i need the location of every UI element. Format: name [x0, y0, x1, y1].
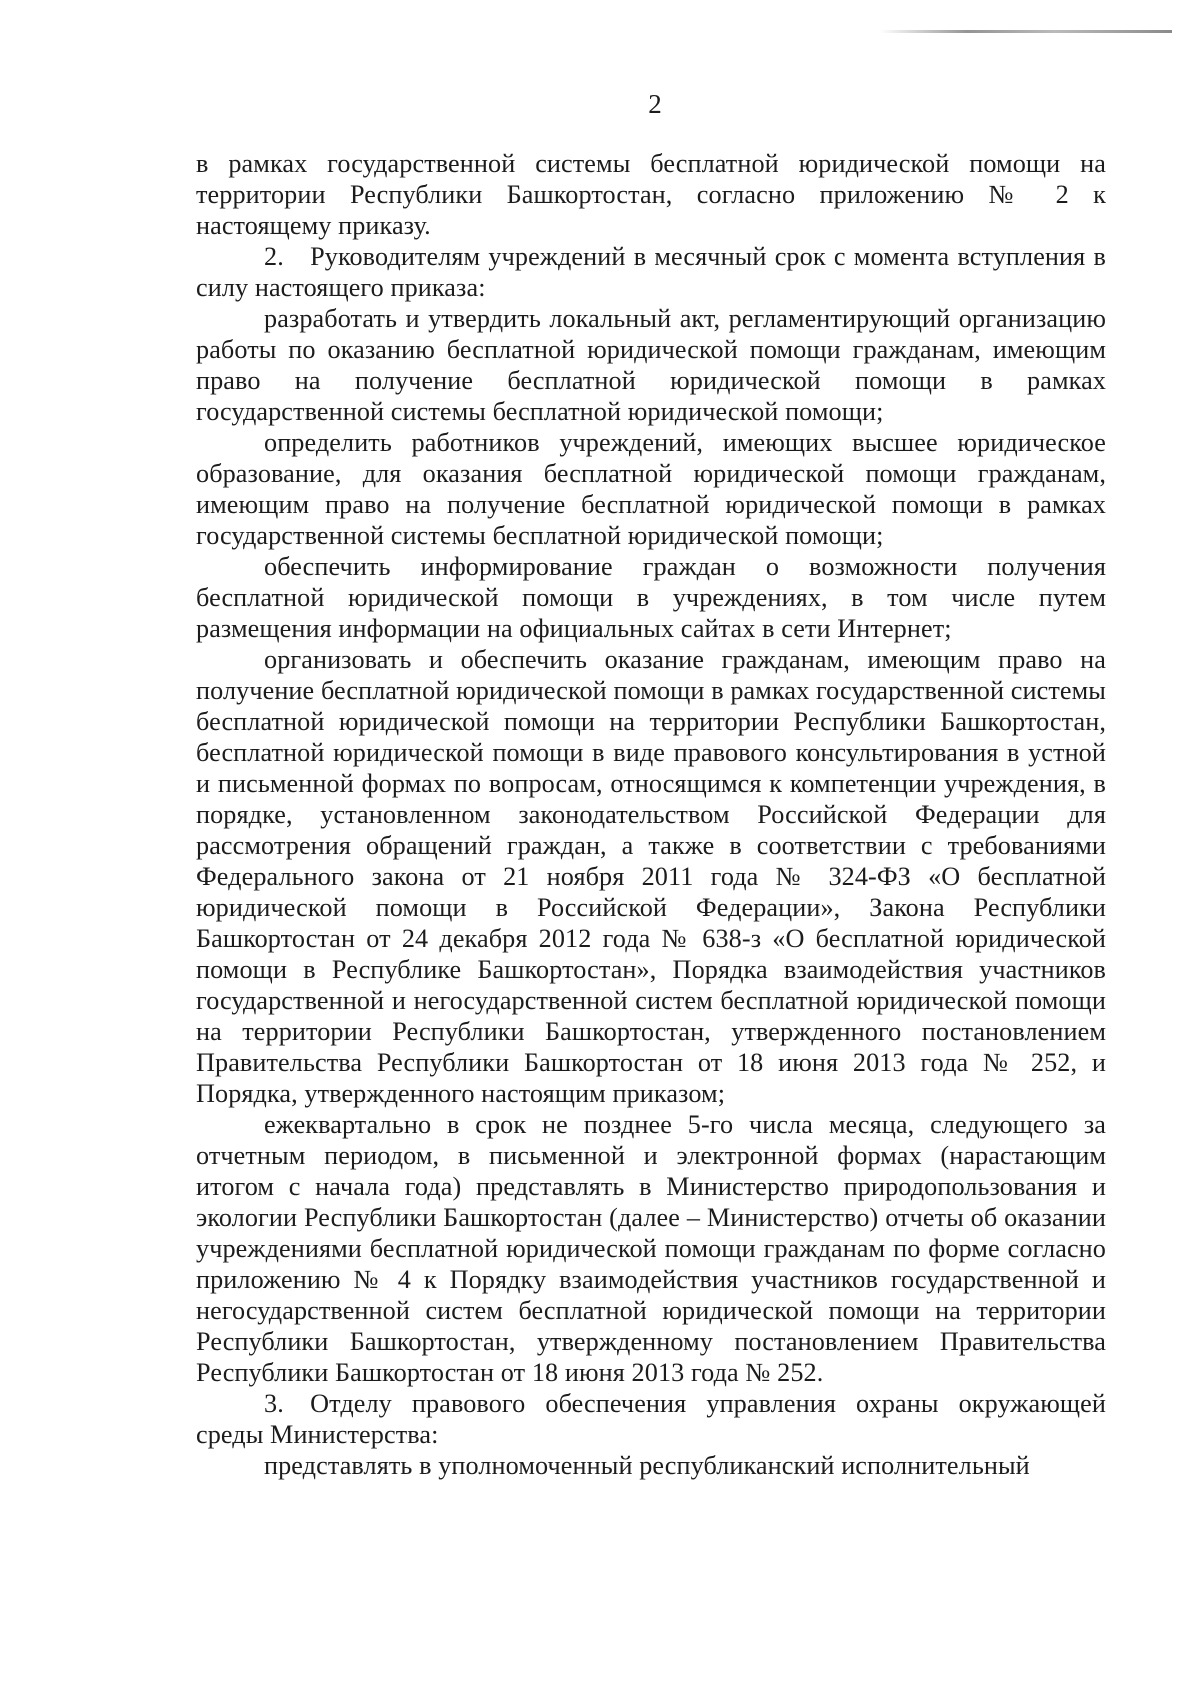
paragraph-submit: представлять в уполномоченный республиканский исполнительный	[264, 1451, 1030, 1480]
paragraph-quarterly-reports: ежеквартально в срок не позднее 5-го числа месяца, следующего за отчетным периодом, в письменной и электронной формах (нарастающим итогом с начала года) представлять в Министерство природопользования и экологии Республики Башкортостан (далее – Министерство) отчеты об оказании учреждениями бесплатной юридической помощи гражданам по форме согласно приложению № 4 к Порядку взаимодействия участников государственной и негосударственной систем бесплатной юридической помощи на территории Республики Башкортостан, утвержденному постановлением Правительства Республики Башкортостан от 18 июня 2013 года № 252.	[196, 1110, 1106, 1387]
paragraph-item-2: 2. Руководителям учреждений в месячный срок с момента вступления в силу настоящего приказа:	[196, 242, 1106, 302]
paragraph-develop-act: разработать и утвердить локальный акт, регламентирующий организацию работы по оказанию бесплатной юридической помощи гражданам, имеющим право на получение бесплатной юридической помощи в рамках государственной системы бесплатной юридической помощи;	[196, 304, 1106, 426]
scan-edge-mark	[880, 30, 1172, 33]
paragraph-inform-citizens: обеспечить информирование граждан о возможности получения бесплатной юридической помощи в учреждениях, в том числе путем размещения информации на официальных сайтах в сети Интернет;	[196, 552, 1106, 643]
paragraph-define-staff: определить работников учреждений, имеющих высшее юридическое образование, для оказания бесплатной юридической помощи гражданам, имеющим право на получение бесплатной юридической помощи в рамках государственной системы бесплатной юридической помощи;	[196, 428, 1106, 550]
paragraph-item-3: 3. Отделу правового обеспечения управления охраны окружающей среды Министерства:	[196, 1389, 1106, 1449]
paragraph-organize-help: организовать и обеспечить оказание гражданам, имеющим право на получение бесплатной юридической помощи в рамках государственной системы бесплатной юридической помощи на территории Республики Башкортостан, бесплатной юридической помощи в виде правового консультирования в устной и письменной формах по вопросам, относящимся к компетенции учреждения, в порядке, установленном законодательством Российской Федерации для рассмотрения обращений граждан, а также в соответствии с требованиями Федерального закона от 21 ноября 2011 года № 324-ФЗ «О бесплатной юридической помощи в Российской Федерации», Закона Республики Башкортостан от 24 декабря 2012 года № 638-з «О бесплатной юридической помощи в Республике Башкортостан», Порядка взаимодействия участников государственной и негосударственной систем бесплатной юридической помощи на территории Республики Башкортостан, утвержденного постановлением Правительства Республики Башкортостан от 18 июня 2013 года № 252, и Порядка, утвержденного настоящим приказом;	[196, 645, 1106, 1108]
document-body	[196, 148, 1106, 1481]
paragraph-continuation: в рамках государственной системы бесплатной юридической помощи на территории Республики Башкортостан, согласно приложению № 2 к настоящему приказу.	[196, 149, 1106, 240]
page-number: 2	[648, 89, 662, 119]
